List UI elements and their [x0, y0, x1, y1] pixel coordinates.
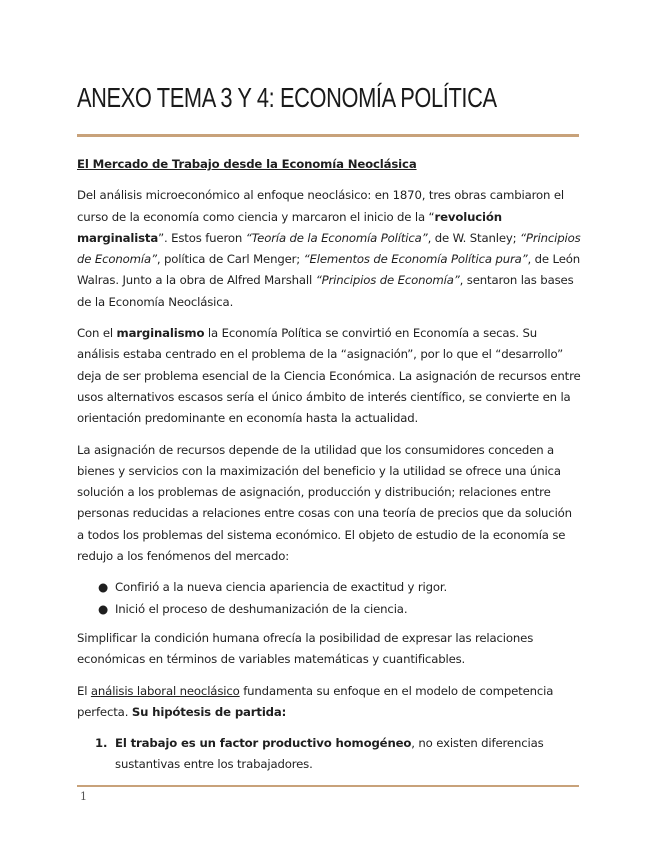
title-divider: [77, 134, 579, 137]
text-run: , no existen diferencias sustantivas entre los trabajadores.: [115, 736, 544, 772]
text-run: , sentaron las bases de la Economía Neoclásica.: [77, 273, 574, 309]
text-run: , de W. Stanley;: [427, 230, 521, 245]
text-run: Con el: [77, 326, 117, 341]
book-title: “Principios de Economía”: [315, 273, 460, 288]
book-title: “Teoría de la Economía Política”: [245, 230, 428, 245]
bullet-list: [77, 577, 581, 620]
section-heading: El Mercado de Trabajo desde la Economía Neoclásica: [77, 157, 417, 171]
paragraph-simplificar: Simplificar la condición humana ofrecía la posibilidad de expresar las relaciones económicas en términos de variables matemáticas y cuantificables.: [77, 630, 534, 667]
bullet-icon: ●: [98, 601, 109, 616]
list-item-text: Inició el proceso de deshumanización de la ciencia.: [115, 601, 408, 616]
paragraph-asignacion: La asignación de recursos depende de la utilidad que los consumidores conceden a bienes y servicios con la maximización del beneficio y la utilidad se ofrece una única solución a los problemas de asignación, producción y distribución; relaciones entre personas reducidas a relaciones entre cosas con una teoría de precios que da solución a todos los problemas del sistema económico. El objeto de estudio de la economía se redujo a los fenómenos del mercado:: [77, 442, 572, 564]
list-item: [77, 577, 581, 598]
text-run: la Economía Política se convirtió en Economía a secas. Su análisis estaba centrado en el problema de la “asignación”, por lo que el “desarrollo” deja de ser problema esencial de la Ciencia Económica. La asignación de recursos entre usos alternativos escasos sería el único ámbito de interés científico, se convierte en la orientación predominante en economía hasta la actualidad.: [77, 326, 581, 426]
book-title: “Elementos de Economía Política pura”: [303, 252, 528, 267]
paragraph-analisis-laboral: [77, 681, 581, 724]
underlined-term: análisis laboral neoclásico: [90, 683, 240, 698]
numbered-item: [77, 733, 581, 776]
text-run: , de León Walras. Junto a la obra de Alfred Marshall: [77, 252, 580, 288]
list-item: [77, 599, 581, 620]
text-run: , política de Carl Menger;: [156, 252, 304, 267]
page-title: ANEXO TEMA 3 Y 4: ECONOMÍA POLÍTICA: [77, 82, 497, 113]
text-run: ”. Estos fueron: [158, 230, 246, 245]
footer-divider: [77, 785, 579, 787]
bold-term: revolución marginalista: [77, 209, 502, 245]
bold-term: marginalismo: [116, 326, 205, 341]
bullet-icon: ●: [98, 580, 109, 595]
text-run: Del análisis microeconómico al enfoque neoclásico: en 1870, tres obras cambiaron el curso de la economía como ciencia y marcaron el inicio de la “: [77, 188, 564, 224]
list-item-text: Confirió a la nueva ciencia apariencia de exactitud y rigor.: [115, 580, 448, 595]
numbered-list: [77, 733, 581, 776]
bold-term: Su hipótesis de partida:: [131, 704, 287, 719]
page-number: 1: [80, 790, 87, 803]
paragraph-marginalismo: [77, 323, 581, 429]
book-title: “Principios de Economía”: [77, 230, 581, 267]
item-number: 1.: [95, 736, 108, 751]
document-body: [77, 154, 581, 776]
text-run: fundamenta su enfoque en el modelo de competencia perfecta.: [77, 683, 554, 719]
paragraph-intro: [77, 185, 581, 313]
text-run: El: [77, 683, 91, 698]
bold-term: El trabajo es un factor productivo homogéneo: [115, 736, 412, 751]
